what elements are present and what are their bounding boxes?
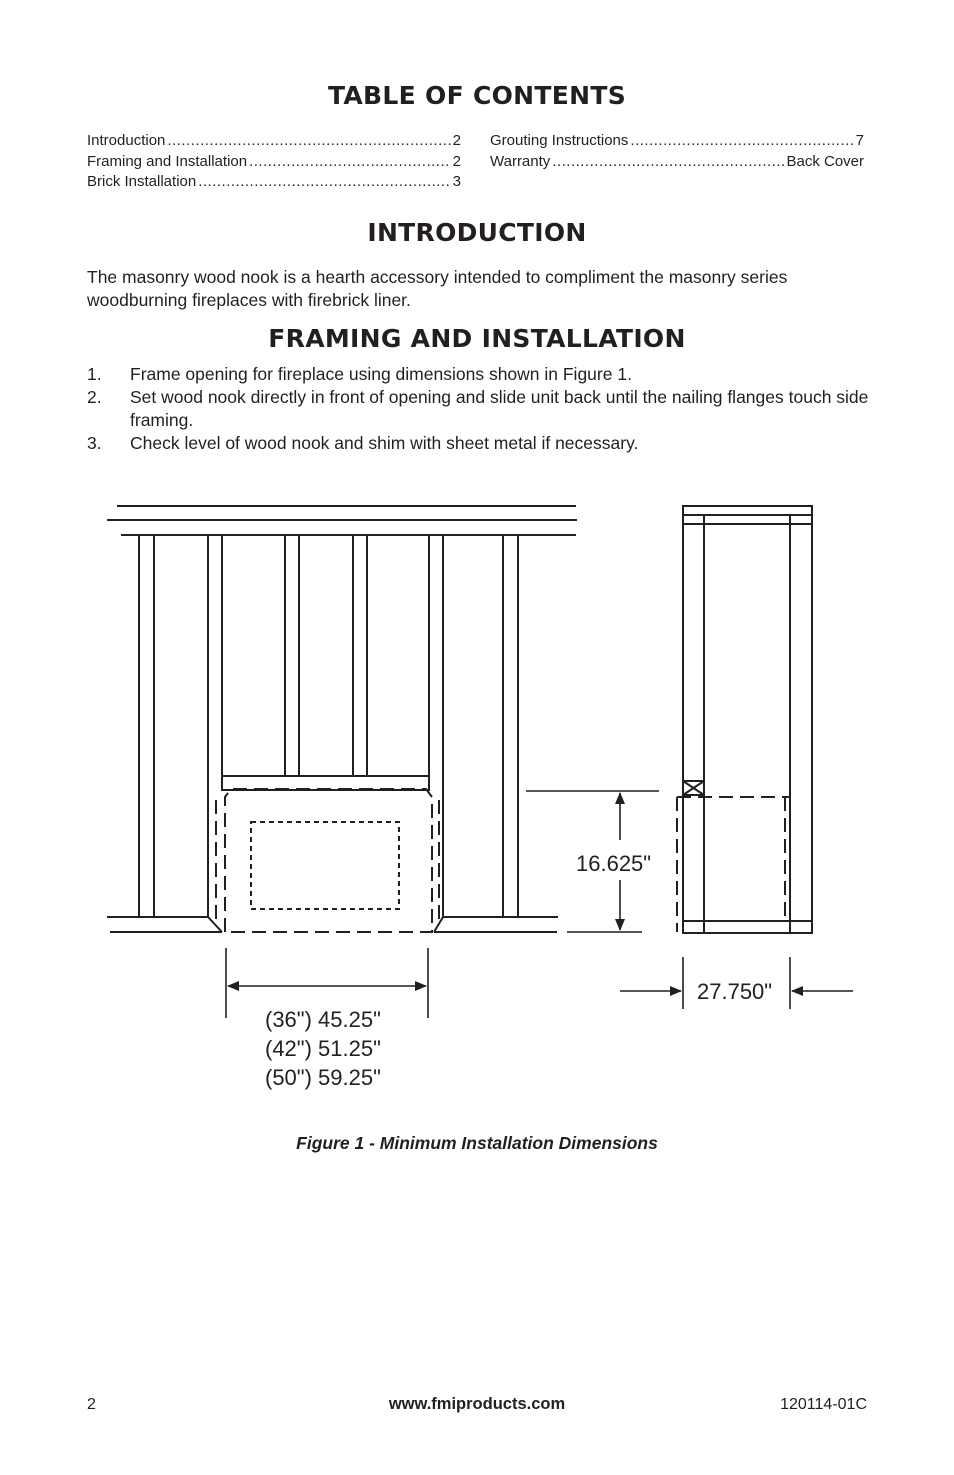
toc-entry-page: 2 bbox=[452, 152, 461, 170]
introduction-text: The masonry wood nook is a hearth accessory intended to compliment the masonry series woodburning fireplaces with firebrick liner. bbox=[87, 267, 788, 310]
toc-leader-dots bbox=[167, 131, 450, 152]
document-number: 120114-01C bbox=[780, 1396, 867, 1413]
width-dimension-36: (36") 45.25" bbox=[265, 1007, 381, 1032]
toc-entry[interactable] bbox=[490, 131, 864, 152]
introduction-heading: INTRODUCTION bbox=[367, 218, 587, 247]
installation-diagram bbox=[0, 490, 954, 1110]
toc-heading: TABLE OF CONTENTS bbox=[328, 81, 626, 110]
step-number: 3. bbox=[87, 433, 102, 453]
step-item bbox=[87, 363, 877, 386]
toc-entry[interactable] bbox=[87, 172, 461, 193]
toc-leader-dots bbox=[630, 131, 853, 152]
step-text: Set wood nook directly in front of opening and slide unit back until the nailing flanges touch side framing. bbox=[130, 387, 869, 430]
toc-entry-page: 3 bbox=[452, 173, 461, 190]
toc-right-column bbox=[490, 131, 864, 172]
toc-entry-label: Warranty bbox=[490, 152, 551, 170]
width-dimension-50: (50") 59.25" bbox=[265, 1065, 381, 1090]
step-text: Check level of wood nook and shim with sheet metal if necessary. bbox=[130, 433, 639, 453]
page-number: 2 bbox=[87, 1396, 96, 1413]
toc-leader-dots bbox=[198, 172, 450, 193]
toc-leader-dots bbox=[552, 152, 784, 173]
step-text: Frame opening for fireplace using dimensions shown in Figure 1. bbox=[130, 364, 632, 384]
toc-entry[interactable] bbox=[490, 152, 864, 173]
toc-entry-page: Back Cover bbox=[786, 152, 864, 170]
toc-leader-dots bbox=[249, 152, 451, 173]
toc-entry[interactable] bbox=[87, 131, 461, 152]
framing-heading: FRAMING AND INSTALLATION bbox=[268, 324, 686, 353]
footer-website-link[interactable]: www.fmiproducts.com bbox=[388, 1395, 566, 1413]
step-item bbox=[87, 386, 877, 432]
toc-entry-label: Framing and Installation bbox=[87, 152, 248, 170]
toc-entry[interactable] bbox=[87, 152, 461, 173]
toc-entry-label: Introduction bbox=[87, 132, 166, 149]
figure-caption: Figure 1 - Minimum Installation Dimensions bbox=[296, 1133, 658, 1153]
step-item bbox=[87, 432, 877, 455]
step-number: 1. bbox=[87, 364, 102, 384]
toc-entry-page: 7 bbox=[855, 132, 864, 149]
step-number: 2. bbox=[87, 387, 102, 407]
toc-entry-label: Brick Installation bbox=[87, 173, 197, 190]
width-dimension-42: (42") 51.25" bbox=[265, 1036, 381, 1061]
depth-dimension-label: 27.750" bbox=[697, 979, 773, 1004]
toc-left-column bbox=[87, 131, 461, 193]
framing-steps bbox=[87, 363, 877, 455]
toc-entry-label: Grouting Instructions bbox=[490, 132, 629, 149]
height-dimension-label: 16.625" bbox=[576, 851, 652, 876]
toc-entry-page: 2 bbox=[452, 132, 461, 149]
